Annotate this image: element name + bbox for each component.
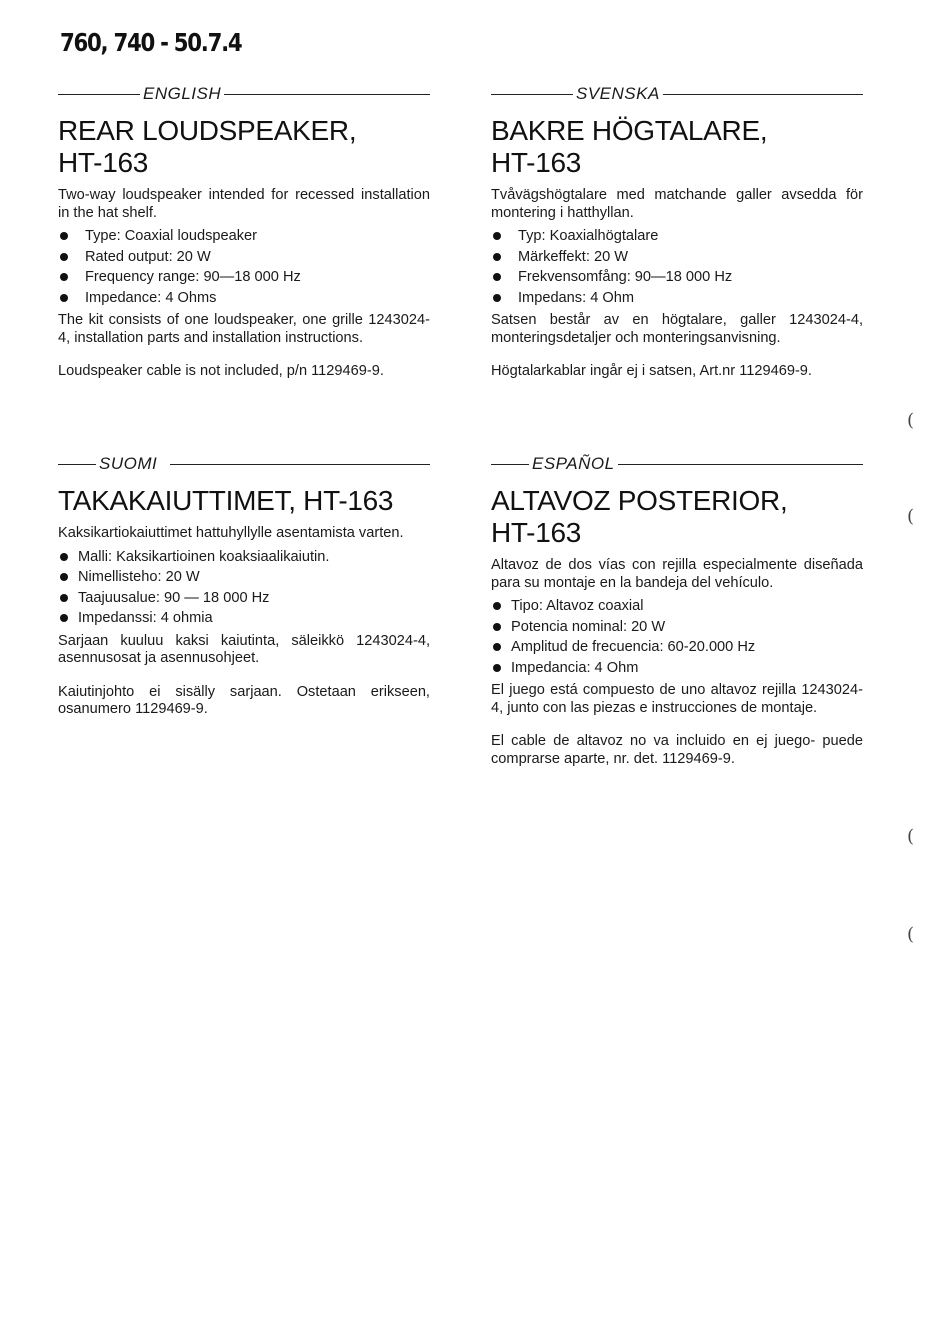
cable-note: Kaiutinjohto ei sisälly sarjaan. Ostetaan erikseen, osanumero 1129469-9. [58, 683, 430, 717]
bullet-icon [60, 232, 68, 240]
spec-item [58, 247, 430, 268]
spec-item [491, 267, 863, 288]
intro-text: Two-way loudspeaker intended for recessed installation in the hat shelf. [58, 187, 430, 221]
section-heading [491, 115, 863, 179]
spec-text: Taajuusalue: 90 — 18 000 Hz [78, 589, 270, 606]
language-label: SVENSKA [576, 84, 660, 103]
heading-line-2: HT-163 [491, 517, 582, 548]
kit-text: Satsen består av en högtalare, galler 1243024-4, monteringsdetaljer och monteringsanvisning. [491, 312, 863, 346]
rule-left [491, 94, 573, 95]
language-header [491, 82, 863, 106]
rule-left [491, 464, 529, 465]
spec-text: Typ: Koaxialhögtalare [518, 228, 659, 244]
rule-left [58, 464, 96, 465]
intro-text: Tvåvägshögtalare med matchande galler avsedda för montering i hatthyllan. [491, 187, 863, 221]
rule-right [224, 94, 430, 95]
bullet-icon [493, 294, 501, 302]
bullet-icon [493, 273, 501, 281]
intro-text: Kaksikartiokaiuttimet hattuhyllylle asentamista varten. [58, 525, 404, 541]
cable-note: Högtalarkablar ingår ej i satsen, Art.nr 1129469-9. [491, 363, 812, 379]
section-heading [58, 485, 430, 517]
bullet-icon [60, 253, 68, 261]
language-header [491, 452, 863, 476]
cable-note: Loudspeaker cable is not included, p/n 1129469-9. [58, 363, 384, 379]
section-heading [491, 485, 863, 549]
section-svenska [491, 82, 863, 381]
document-code: 760, 740 - 50.7.4 [60, 28, 242, 57]
heading-line-1: BAKRE HÖGTALARE, [491, 115, 768, 146]
spec-text: Type: Coaxial loudspeaker [85, 228, 257, 244]
spec-item [58, 547, 430, 568]
spec-text: Rated output: 20 W [85, 248, 211, 265]
heading-line-1: REAR LOUDSPEAKER, [58, 115, 357, 146]
rule-right [663, 94, 863, 95]
spec-item [491, 658, 863, 679]
spec-text: Nimellisteho: 20 W [78, 569, 200, 585]
bullet-icon [493, 664, 501, 672]
heading-line-1: ALTAVOZ POSTERIOR, [491, 485, 788, 516]
margin-mark: ( [907, 506, 915, 527]
spec-item [491, 226, 863, 247]
spec-item [58, 226, 430, 247]
section-espanol [491, 452, 863, 768]
spec-list [491, 596, 863, 678]
intro-text: Altavoz de dos vías con rejilla especialmente diseñada para su montaje en la bandeja del vehículo. [491, 557, 863, 591]
spec-item [491, 637, 863, 658]
spec-list [58, 547, 430, 629]
spec-list [491, 226, 863, 308]
cable-note: El cable de altavoz no va incluido en ej juego- puede comprarse aparte, nr. det. 1129469-9. [491, 733, 863, 767]
heading-line-2: HT-163 [58, 147, 149, 178]
heading-line-2: HT-163 [491, 147, 582, 178]
spec-text: Impedans: 4 Ohm [518, 289, 634, 306]
margin-mark: ( [907, 410, 915, 431]
margin-mark: ( [907, 924, 915, 945]
bullet-icon [493, 602, 501, 610]
spec-item [58, 588, 430, 609]
bullet-icon [60, 553, 68, 561]
spec-item [58, 608, 430, 629]
language-label: ESPAÑOL [532, 454, 615, 473]
language-label: SUOMI [99, 454, 158, 473]
kit-text: El juego está compuesto de uno altavoz rejilla 1243024-4, junto con las piezas e instrucciones de montaje. [491, 682, 863, 716]
spec-item [491, 617, 863, 638]
bullet-icon [60, 573, 68, 581]
bullet-icon [60, 594, 68, 602]
spec-text: Frekvensomfång: 90—18 000 Hz [518, 269, 733, 285]
language-label: ENGLISH [143, 84, 222, 103]
kit-text: Sarjaan kuuluu kaksi kaiutinta, säleikkö 1243024-4, asennusosat ja asennusohjeet. [58, 632, 430, 666]
bullet-icon [60, 614, 68, 622]
spec-text: Impedancia: 4 Ohm [511, 659, 639, 676]
spec-text: Tipo: Altavoz coaxial [511, 598, 644, 614]
section-english [58, 82, 430, 381]
spec-item [58, 567, 430, 588]
margin-mark: ( [907, 826, 915, 847]
spec-text: Impedanssi: 4 ohmia [78, 610, 213, 626]
rule-right [170, 464, 430, 465]
spec-text: Malli: Kaksikartioinen koaksiaalikaiutin. [78, 548, 330, 565]
rule-right [618, 464, 863, 465]
bullet-icon [60, 294, 68, 302]
language-header [58, 82, 430, 106]
bullet-icon [493, 643, 501, 651]
spec-item [491, 596, 863, 617]
spec-item [491, 288, 863, 309]
spec-text: Frequency range: 90—18 000 Hz [85, 269, 301, 285]
spec-item [491, 247, 863, 268]
bullet-icon [493, 253, 501, 261]
language-header [58, 452, 430, 476]
bullet-icon [493, 623, 501, 631]
heading-line-1: TAKAKAIUTTIMET, HT-163 [58, 485, 394, 516]
spec-item [58, 267, 430, 288]
rule-left [58, 94, 140, 95]
spec-text: Amplitud de frecuencia: 60-20.000 Hz [511, 639, 756, 655]
spec-text: Impedance: 4 Ohms [85, 289, 217, 306]
bullet-icon [493, 232, 501, 240]
spec-list [58, 226, 430, 308]
spec-text: Märkeffekt: 20 W [518, 248, 629, 265]
section-heading [58, 115, 430, 179]
spec-item [58, 288, 430, 309]
kit-text: The kit consists of one loudspeaker, one grille 1243024-4, installation parts and installation instructions. [58, 312, 430, 346]
section-suomi [58, 452, 430, 719]
bullet-icon [60, 273, 68, 281]
spec-text: Potencia nominal: 20 W [511, 618, 666, 635]
